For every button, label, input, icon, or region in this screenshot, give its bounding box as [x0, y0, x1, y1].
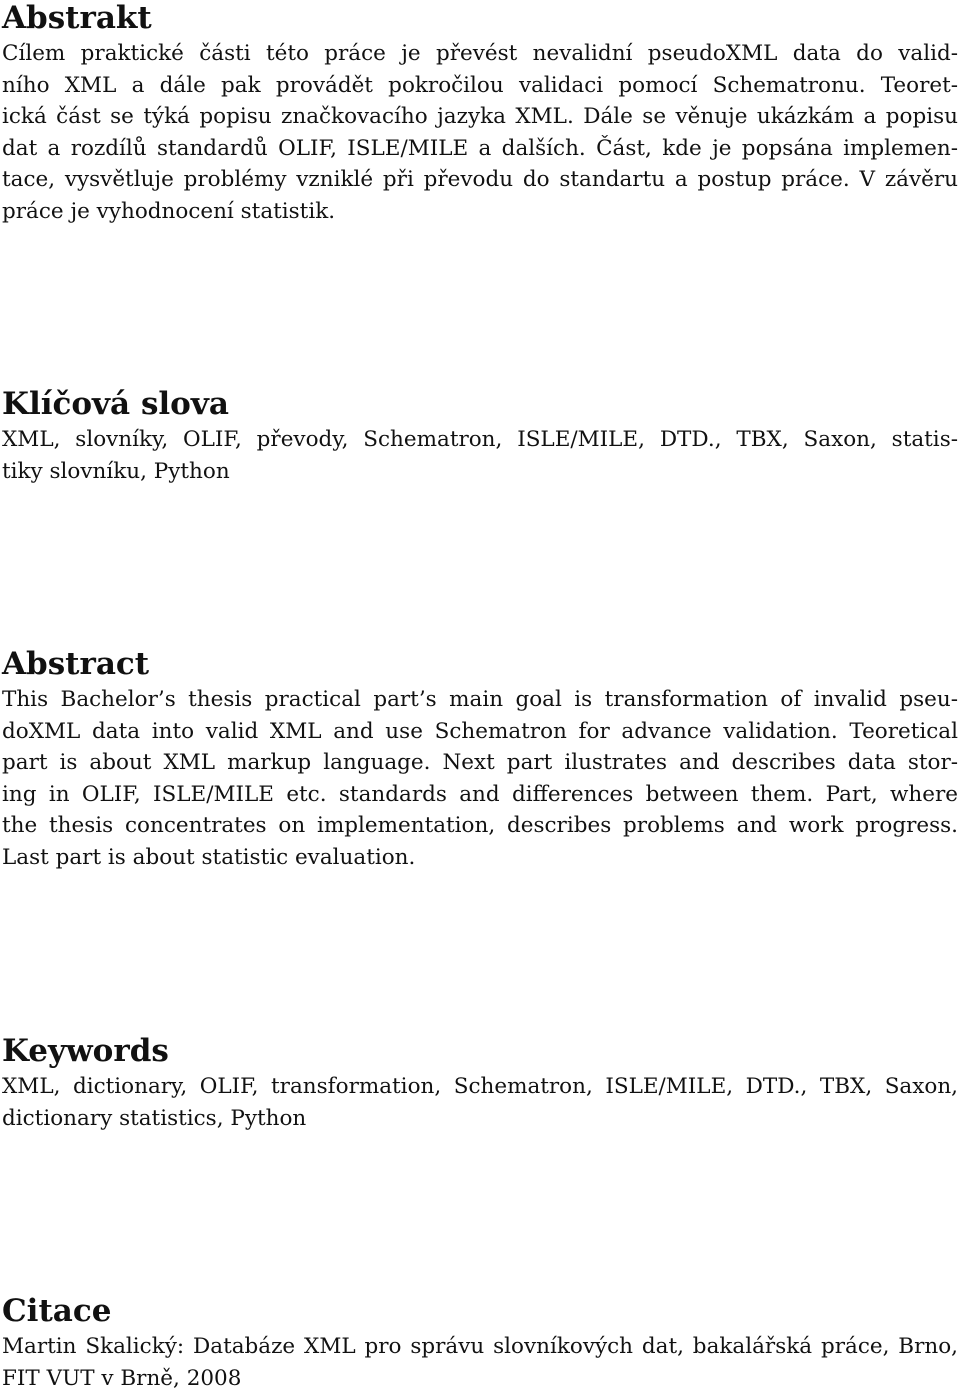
keywords-section	[2, 1033, 958, 1134]
citace-paragraph	[2, 1331, 958, 1394]
citace-line: Martin Skalický: Databáze XML pro správu slovníkových dat, bakalářská práce, Brno,	[2, 1334, 958, 1359]
abstrakt-heading: Abstrakt	[2, 0, 152, 36]
abstrakt-line: ního XML a dále pak provádět pokročilou validaci pomocí Schematronu. Teoret-	[2, 72, 958, 98]
citace-heading: Citace	[2, 1293, 112, 1329]
klicova-slova-heading: Klíčová slova	[2, 386, 229, 422]
abstrakt-line: ická část se týká popisu značkovacího jazyka XML. Dále se věnuje ukázkám a popisu	[2, 104, 958, 129]
klicova-slova-section	[2, 386, 958, 487]
klicova-slova-paragraph	[2, 424, 958, 487]
klicova-slova-line: tiky slovníku, Python	[2, 458, 230, 484]
keywords-paragraph	[2, 1071, 958, 1134]
klicova-slova-line: XML, slovníky, OLIF, převody, Schematron, ISLE/MILE, DTD., TBX, Saxon, statis-	[2, 427, 958, 452]
abstract-line: doXML data into valid XML and use Schematron for advance validation. Teoretical	[2, 718, 958, 744]
abstract-paragraph	[2, 684, 958, 873]
abstract-line: the thesis concentrates on implementation, describes problems and work progress.	[2, 813, 958, 838]
keywords-line: XML, dictionary, OLIF, transformation, Schematron, ISLE/MILE, DTD., TBX, Saxon,	[2, 1074, 958, 1099]
abstract-line: ing in OLIF, ISLE/MILE etc. standards and differences between them. Part, where	[2, 781, 958, 807]
abstract-heading: Abstract	[2, 646, 150, 682]
abstrakt-section	[2, 0, 958, 227]
abstrakt-line: Cílem praktické části této práce je převést nevalidní pseudoXML data do valid-	[2, 41, 958, 66]
keywords-heading: Keywords	[2, 1033, 169, 1069]
citace-line: FIT VUT v Brně, 2008	[2, 1365, 242, 1391]
keywords-line: dictionary statistics, Python	[2, 1105, 307, 1131]
abstract-line: Last part is about statistic evaluation.	[2, 844, 416, 870]
abstract-section	[2, 646, 958, 873]
abstrakt-paragraph	[2, 38, 958, 227]
abstract-line: This Bachelor’s thesis practical part’s main goal is transformation of invalid pseu-	[2, 687, 958, 712]
citace-section	[2, 1293, 958, 1394]
abstract-line: part is about XML markup language. Next part ilustrates and describes data stor-	[2, 750, 958, 775]
abstrakt-line: dat a rozdílů standardů OLIF, ISLE/MILE a dalších. Část, kde je popsána implemen-	[2, 135, 958, 161]
abstrakt-line: práce je vyhodnocení statistik.	[2, 198, 336, 224]
abstrakt-line: tace, vysvětluje problémy vzniklé při převodu do standartu a postup práce. V závěru	[2, 167, 958, 192]
